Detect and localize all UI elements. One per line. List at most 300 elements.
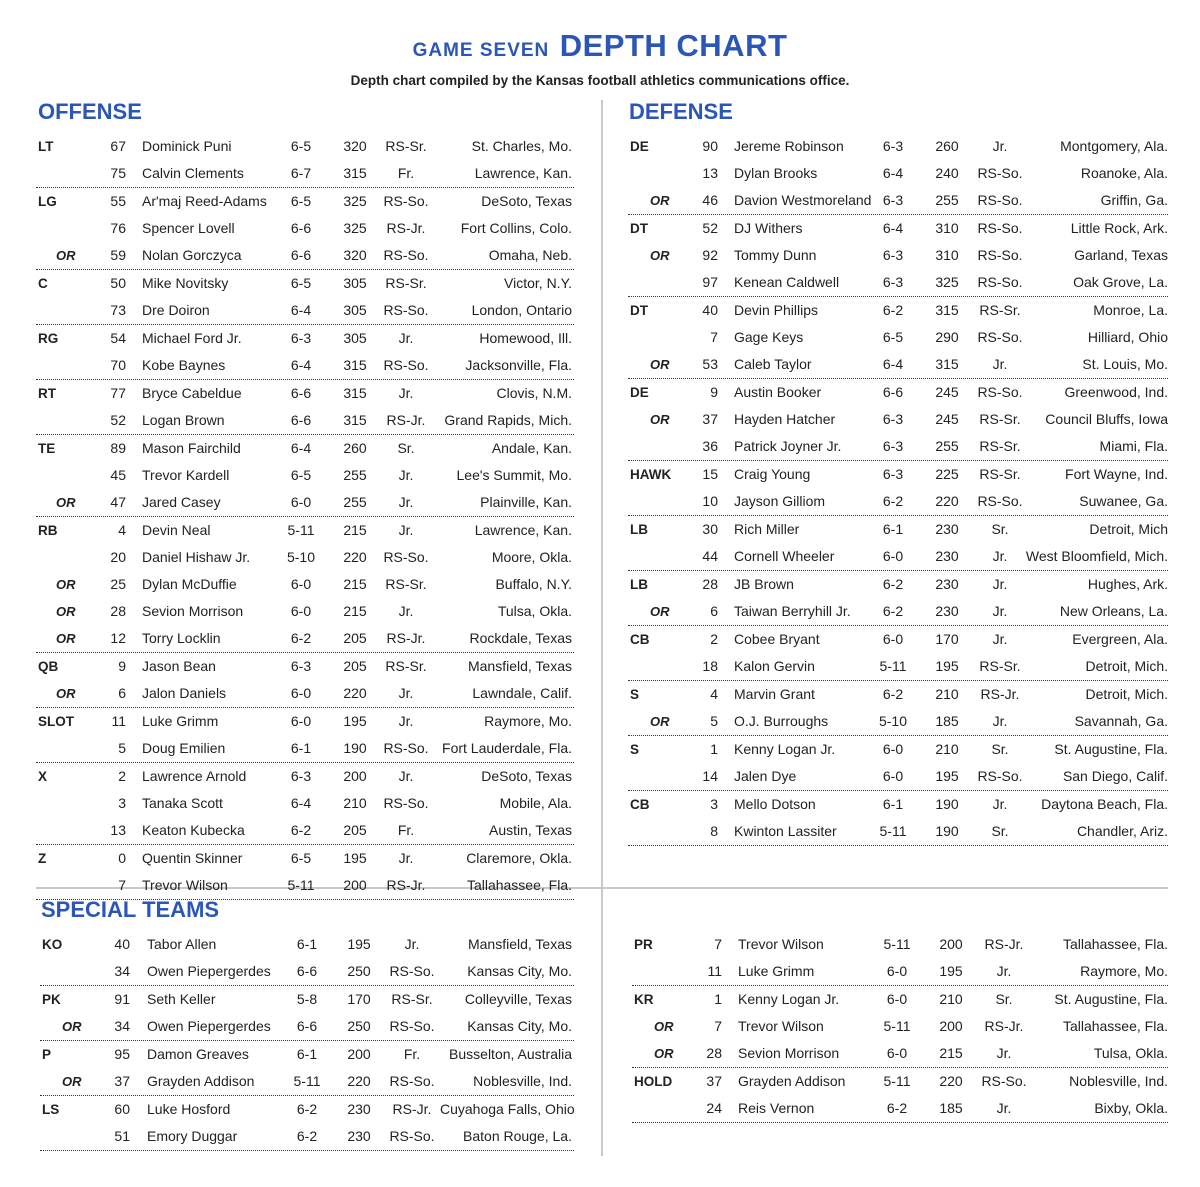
- player-height: 6-4: [290, 357, 312, 373]
- position-label: PR: [634, 937, 653, 952]
- jersey-number: 92: [702, 247, 718, 263]
- player-name: Devin Phillips: [734, 302, 819, 318]
- position-label: HOLD: [634, 1074, 673, 1089]
- defense-title: DEFENSE: [629, 99, 733, 124]
- player-class: RS-So.: [977, 247, 1023, 263]
- player-class: RS-Jr.: [386, 220, 426, 236]
- player-name: Rich Miller: [734, 521, 800, 537]
- table-row: [36, 571, 574, 598]
- player-name: Emory Duggar: [147, 1128, 238, 1144]
- player-name: Hayden Hatcher: [734, 411, 836, 427]
- jersey-number: 0: [118, 850, 126, 866]
- table-row: [36, 598, 574, 625]
- player-class: RS-So.: [389, 1128, 435, 1144]
- player-class: Jr.: [398, 768, 414, 784]
- player-hometown: Mansfield, Texas: [467, 936, 572, 952]
- player-name: Quentin Skinner: [142, 850, 243, 866]
- player-hometown: Hilliard, Ohio: [1087, 329, 1168, 345]
- table-row: [628, 433, 1168, 461]
- player-weight: 305: [343, 275, 367, 291]
- player-hometown: Colleyville, Texas: [464, 991, 572, 1007]
- player-hometown: Council Bluffs, Iowa: [1045, 411, 1168, 427]
- player-height: 6-3: [290, 330, 312, 346]
- player-class: Jr.: [996, 1045, 1012, 1061]
- player-name: Luke Hosford: [147, 1101, 231, 1117]
- position-label: P: [42, 1047, 52, 1062]
- player-hometown: New Orleans, La.: [1059, 603, 1168, 619]
- player-class: Jr.: [996, 963, 1012, 979]
- jersey-number: 18: [702, 658, 718, 674]
- player-class: Sr.: [397, 440, 415, 456]
- player-height: 5-11: [883, 936, 911, 952]
- or-label: OR: [654, 1019, 674, 1034]
- player-hometown: Miami, Fla.: [1099, 438, 1168, 454]
- player-hometown: Grand Rapids, Mich.: [444, 412, 572, 428]
- player-name: Mason Fairchild: [142, 440, 241, 456]
- position-label: S: [630, 687, 640, 702]
- jersey-number: 2: [118, 768, 126, 784]
- player-class: Jr.: [398, 685, 414, 701]
- player-height: 6-2: [296, 1128, 318, 1144]
- table-row: [36, 489, 574, 517]
- player-class: RS-Jr.: [386, 412, 426, 428]
- jersey-number: 6: [710, 603, 718, 619]
- jersey-number: 40: [114, 936, 130, 952]
- player-hometown: Noblesville, Ind.: [473, 1073, 572, 1089]
- table-row: [36, 763, 574, 790]
- or-label: OR: [56, 495, 76, 510]
- table-row: [36, 817, 574, 845]
- player-hometown: St. Louis, Mo.: [1082, 356, 1168, 372]
- or-label: OR: [56, 248, 76, 263]
- player-hometown: Clovis, N.M.: [496, 385, 572, 401]
- player-hometown: Roanoke, Ala.: [1080, 165, 1168, 181]
- player-class: RS-Sr.: [979, 302, 1021, 318]
- player-name: Sevion Morrison: [142, 603, 244, 619]
- player-hometown: St. Augustine, Fla.: [1054, 991, 1168, 1007]
- player-weight: 260: [935, 138, 959, 154]
- player-name: Daniel Hishaw Jr.: [142, 549, 251, 565]
- player-hometown: Mobile, Ala.: [499, 795, 572, 811]
- player-hometown: St. Charles, Mo.: [471, 138, 572, 154]
- player-class: Jr.: [992, 713, 1008, 729]
- player-class: Jr.: [398, 494, 414, 510]
- player-weight: 185: [939, 1100, 963, 1116]
- special-teams-left-table: [40, 931, 574, 1151]
- player-class: Jr.: [992, 356, 1008, 372]
- player-height: 6-0: [882, 741, 904, 757]
- player-height: 6-3: [290, 658, 312, 674]
- jersey-number: 30: [702, 521, 718, 537]
- player-class: RS-So.: [383, 247, 429, 263]
- jersey-number: 44: [702, 548, 718, 564]
- player-weight: 195: [343, 850, 367, 866]
- player-class: RS-So.: [383, 549, 429, 565]
- player-name: Mike Novitsky: [142, 275, 229, 291]
- jersey-number: 45: [110, 467, 126, 483]
- jersey-number: 52: [702, 220, 718, 236]
- player-class: RS-So.: [383, 357, 429, 373]
- position-label: TE: [38, 441, 56, 456]
- player-weight: 310: [935, 247, 959, 263]
- player-class: Jr.: [398, 603, 414, 619]
- player-name: Mello Dotson: [734, 796, 816, 812]
- player-class: RS-Jr.: [386, 630, 426, 646]
- player-class: RS-Sr.: [385, 275, 427, 291]
- jersey-number: 24: [706, 1100, 722, 1116]
- position-label: RB: [38, 523, 58, 538]
- jersey-number: 76: [110, 220, 126, 236]
- player-height: 6-5: [290, 467, 312, 483]
- table-row: [36, 708, 574, 735]
- jersey-number: 4: [710, 686, 718, 702]
- player-hometown: Plainville, Kan.: [480, 494, 572, 510]
- player-name: Tanaka Scott: [142, 795, 223, 811]
- player-weight: 250: [347, 963, 371, 979]
- player-name: Kwinton Lassiter: [734, 823, 837, 839]
- jersey-number: 7: [710, 329, 718, 345]
- offense-title: OFFENSE: [38, 99, 142, 124]
- player-class: RS-So.: [383, 795, 429, 811]
- player-weight: 320: [343, 138, 367, 154]
- player-height: 6-2: [296, 1101, 318, 1117]
- offense-table: [36, 133, 574, 900]
- player-height: 6-5: [290, 275, 312, 291]
- table-row: [36, 544, 574, 571]
- jersey-number: 10: [702, 493, 718, 509]
- table-row: [36, 625, 574, 653]
- player-hometown: Hughes, Ark.: [1087, 576, 1168, 592]
- player-hometown: Tallahassee, Fla.: [466, 877, 572, 893]
- table-row: [628, 160, 1168, 187]
- jersey-number: 25: [110, 576, 126, 592]
- table-row: [36, 188, 574, 215]
- player-hometown: Tallahassee, Fla.: [1062, 936, 1168, 952]
- player-name: Seth Keller: [147, 991, 216, 1007]
- player-weight: 200: [939, 1018, 963, 1034]
- player-weight: 255: [343, 467, 367, 483]
- player-hometown: Tulsa, Okla.: [1093, 1045, 1168, 1061]
- jersey-number: 14: [702, 768, 718, 784]
- player-name: Trevor Wilson: [738, 936, 824, 952]
- jersey-number: 15: [702, 466, 718, 482]
- table-row: [628, 543, 1168, 571]
- special-teams-right-table: [632, 931, 1168, 1123]
- player-weight: 325: [343, 220, 367, 236]
- player-height: 6-1: [882, 796, 904, 812]
- player-height: 6-0: [882, 548, 904, 564]
- player-name: Davion Westmoreland: [734, 192, 872, 208]
- jersey-number: 97: [702, 274, 718, 290]
- table-row: [632, 1013, 1168, 1040]
- table-row: [628, 681, 1168, 708]
- jersey-number: 1: [714, 991, 722, 1007]
- player-class: Jr.: [398, 330, 414, 346]
- player-class: RS-So.: [383, 740, 429, 756]
- player-name: Jayson Gilliom: [734, 493, 826, 509]
- table-row: [36, 517, 574, 544]
- player-weight: 195: [347, 936, 371, 952]
- or-label: OR: [56, 604, 76, 619]
- or-label: OR: [650, 714, 670, 729]
- player-weight: 210: [343, 795, 367, 811]
- table-row: [36, 325, 574, 352]
- position-label: X: [38, 769, 48, 784]
- player-weight: 220: [347, 1073, 371, 1089]
- player-hometown: Lawrence, Kan.: [474, 165, 572, 181]
- jersey-number: 8: [710, 823, 718, 839]
- table-row: [628, 763, 1168, 791]
- player-hometown: Omaha, Neb.: [488, 247, 572, 263]
- position-label: S: [630, 742, 640, 757]
- player-height: 6-0: [886, 991, 908, 1007]
- player-name: Calvin Clements: [142, 165, 244, 181]
- player-class: Jr.: [992, 576, 1008, 592]
- player-weight: 195: [939, 963, 963, 979]
- player-name: Trevor Kardell: [142, 467, 230, 483]
- player-hometown: Raymore, Mo.: [484, 713, 572, 729]
- table-row: [40, 1096, 574, 1123]
- player-name: Trevor Wilson: [142, 877, 228, 893]
- player-weight: 215: [343, 576, 367, 592]
- player-weight: 260: [343, 440, 367, 456]
- player-height: 5-11: [293, 1073, 321, 1089]
- player-weight: 195: [343, 713, 367, 729]
- position-label: KO: [42, 937, 63, 952]
- player-name: Trevor Wilson: [738, 1018, 824, 1034]
- player-class: RS-So.: [977, 768, 1023, 784]
- player-class: RS-Jr.: [386, 877, 426, 893]
- player-height: 6-2: [886, 1100, 908, 1116]
- jersey-number: 70: [110, 357, 126, 373]
- player-class: Jr.: [404, 936, 420, 952]
- player-hometown: DeSoto, Texas: [481, 193, 572, 209]
- player-height: 5-11: [879, 823, 907, 839]
- player-hometown: Baton Rouge, La.: [463, 1128, 572, 1144]
- jersey-number: 9: [710, 384, 718, 400]
- jersey-number: 13: [110, 822, 126, 838]
- player-class: Jr.: [996, 1100, 1012, 1116]
- table-row: [628, 297, 1168, 324]
- player-hometown: Chandler, Ariz.: [1076, 823, 1168, 839]
- or-label: OR: [650, 604, 670, 619]
- player-name: Damon Greaves: [147, 1046, 249, 1062]
- player-class: Jr.: [398, 850, 414, 866]
- player-hometown: Busselton, Australia: [449, 1046, 572, 1062]
- player-weight: 215: [939, 1045, 963, 1061]
- player-hometown: Griffin, Ga.: [1100, 192, 1168, 208]
- jersey-number: 47: [110, 494, 126, 510]
- jersey-number: 37: [702, 411, 718, 427]
- player-class: RS-Sr.: [979, 658, 1021, 674]
- player-height: 6-3: [882, 438, 904, 454]
- player-name: Michael Ford Jr.: [142, 330, 242, 346]
- jersey-number: 11: [111, 713, 126, 729]
- table-row: [628, 379, 1168, 406]
- player-weight: 315: [343, 165, 367, 181]
- player-name: O.J. Burroughs: [734, 713, 829, 729]
- position-label: KR: [634, 992, 654, 1007]
- jersey-number: 7: [118, 877, 126, 893]
- jersey-number: 60: [114, 1101, 130, 1117]
- player-name: Kenny Logan Jr.: [734, 741, 836, 757]
- table-row: [36, 462, 574, 489]
- player-weight: 230: [347, 1128, 371, 1144]
- player-hometown: Lawrence, Kan.: [474, 522, 572, 538]
- table-row: [628, 736, 1168, 763]
- position-label: DT: [630, 303, 648, 318]
- player-weight: 310: [935, 220, 959, 236]
- position-label: SLOT: [38, 714, 74, 729]
- player-name: Gage Keys: [734, 329, 804, 345]
- player-class: Jr.: [398, 467, 414, 483]
- jersey-number: 28: [706, 1045, 722, 1061]
- player-hometown: Fort Collins, Colo.: [460, 220, 572, 236]
- player-height: 6-3: [882, 138, 904, 154]
- player-weight: 205: [343, 630, 367, 646]
- player-height: 6-0: [882, 768, 904, 784]
- player-height: 6-6: [296, 1018, 318, 1034]
- player-hometown: Kansas City, Mo.: [467, 963, 572, 979]
- player-class: RS-Sr.: [979, 438, 1021, 454]
- jersey-number: 7: [714, 936, 722, 952]
- player-height: 6-2: [290, 630, 312, 646]
- player-weight: 315: [935, 356, 959, 372]
- player-height: 6-2: [882, 576, 904, 592]
- player-height: 6-6: [296, 963, 318, 979]
- position-label: Z: [38, 851, 47, 866]
- player-hometown: Cuyahoga Falls, Ohio: [440, 1101, 575, 1117]
- player-hometown: Detroit, Mich: [1089, 521, 1168, 537]
- or-label: OR: [650, 248, 670, 263]
- player-class: RS-So.: [977, 274, 1023, 290]
- jersey-number: 67: [110, 138, 126, 154]
- player-weight: 190: [935, 796, 959, 812]
- player-weight: 230: [347, 1101, 371, 1117]
- defense-table: [628, 133, 1168, 846]
- player-name: Torry Locklin: [142, 630, 221, 646]
- title-small: GAME SEVEN: [412, 40, 550, 61]
- player-height: 5-11: [287, 522, 315, 538]
- player-hometown: Montgomery, Ala.: [1060, 138, 1168, 154]
- player-name: Lawrence Arnold: [142, 768, 247, 784]
- position-label: C: [38, 276, 48, 291]
- jersey-number: 34: [114, 1018, 130, 1034]
- table-row: [40, 931, 574, 958]
- jersey-number: 28: [110, 603, 126, 619]
- player-hometown: Tulsa, Okla.: [497, 603, 572, 619]
- player-name: Taiwan Berryhill Jr.: [734, 603, 851, 619]
- table-row: [628, 187, 1168, 215]
- player-name: Sevion Morrison: [738, 1045, 840, 1061]
- player-class: RS-Jr.: [984, 1018, 1024, 1034]
- player-height: 6-0: [290, 603, 312, 619]
- jersey-number: 7: [714, 1018, 722, 1034]
- player-height: 5-11: [883, 1018, 911, 1034]
- player-weight: 325: [935, 274, 959, 290]
- player-class: Sr.: [991, 521, 1009, 537]
- player-class: RS-So.: [977, 493, 1023, 509]
- table-row: [628, 406, 1168, 433]
- player-class: Jr.: [992, 548, 1008, 564]
- table-row: [36, 297, 574, 325]
- player-height: 6-4: [290, 795, 312, 811]
- player-hometown: London, Ontario: [471, 302, 572, 318]
- player-name: Kobe Baynes: [142, 357, 226, 373]
- position-label: LB: [630, 522, 648, 537]
- player-name: Jalon Daniels: [142, 685, 227, 701]
- jersey-number: 53: [702, 356, 718, 372]
- player-hometown: Tallahassee, Fla.: [1062, 1018, 1168, 1034]
- player-height: 6-0: [290, 576, 312, 592]
- player-name: Caleb Taylor: [734, 356, 812, 372]
- or-label: OR: [56, 631, 76, 646]
- player-height: 6-6: [290, 220, 312, 236]
- player-height: 6-6: [290, 385, 312, 401]
- player-height: 6-0: [882, 631, 904, 647]
- player-class: Jr.: [992, 603, 1008, 619]
- player-name: Jalen Dye: [734, 768, 797, 784]
- jersey-number: 55: [110, 193, 126, 209]
- player-name: Tommy Dunn: [734, 247, 817, 263]
- player-weight: 190: [935, 823, 959, 839]
- player-name: Dre Doiron: [142, 302, 210, 318]
- player-weight: 225: [935, 466, 959, 482]
- player-name: Marvin Grant: [734, 686, 815, 702]
- player-weight: 215: [343, 603, 367, 619]
- table-row: [628, 488, 1168, 516]
- table-row: [36, 407, 574, 435]
- player-weight: 315: [935, 302, 959, 318]
- player-hometown: Garland, Texas: [1074, 247, 1168, 263]
- player-name: Grayden Addison: [738, 1073, 846, 1089]
- player-hometown: St. Augustine, Fla.: [1054, 741, 1168, 757]
- position-label: HAWK: [630, 467, 672, 482]
- player-hometown: Buffalo, N.Y.: [495, 576, 572, 592]
- player-height: 6-3: [882, 247, 904, 263]
- player-weight: 230: [935, 576, 959, 592]
- player-name: Jared Casey: [142, 494, 221, 510]
- player-weight: 245: [935, 384, 959, 400]
- player-height: 6-0: [886, 1045, 908, 1061]
- player-class: Fr.: [397, 822, 415, 838]
- player-class: Jr.: [992, 796, 1008, 812]
- jersey-number: 28: [702, 576, 718, 592]
- player-weight: 220: [935, 493, 959, 509]
- player-height: 6-4: [290, 302, 312, 318]
- player-hometown: Lee's Summit, Mo.: [456, 467, 572, 483]
- table-row: [628, 571, 1168, 598]
- table-row: [40, 1013, 574, 1041]
- player-class: RS-So.: [977, 165, 1023, 181]
- player-name: Dylan McDuffie: [142, 576, 237, 592]
- table-row: [632, 986, 1168, 1013]
- player-height: 6-1: [296, 936, 318, 952]
- player-weight: 200: [939, 936, 963, 952]
- jersey-number: 13: [702, 165, 718, 181]
- player-hometown: Andale, Kan.: [491, 440, 572, 456]
- jersey-number: 54: [110, 330, 126, 346]
- player-class: RS-So.: [977, 192, 1023, 208]
- player-weight: 315: [343, 357, 367, 373]
- player-hometown: Victor, N.Y.: [504, 275, 572, 291]
- player-class: RS-Jr.: [984, 936, 1024, 952]
- player-height: 6-2: [882, 302, 904, 318]
- player-class: Sr.: [995, 991, 1013, 1007]
- table-row: [628, 324, 1168, 351]
- player-weight: 200: [343, 877, 367, 893]
- or-label: OR: [56, 577, 76, 592]
